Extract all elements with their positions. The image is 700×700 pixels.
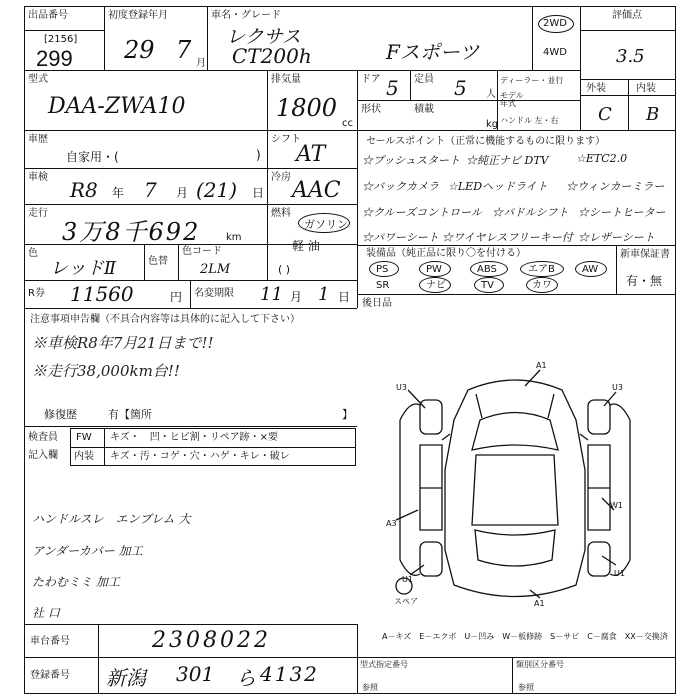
recycle-unit: 円 [170, 290, 183, 304]
equip-pw: PW [426, 264, 442, 275]
divider [98, 624, 99, 694]
vehicle-name: レクサス [226, 26, 301, 48]
repair-value: 有【箇所 [108, 408, 152, 421]
divider [104, 6, 105, 70]
divider [144, 244, 145, 280]
lot-label: 出品番号 [28, 10, 68, 21]
inspection-year-unit: 年 [112, 186, 125, 200]
lot-number: 299 [36, 46, 73, 71]
inspection-month: 7 [144, 178, 157, 202]
divider [24, 204, 357, 205]
interior-grade: B [646, 104, 660, 125]
registration-month: 7 [176, 36, 192, 64]
inspection-day-unit: 日 [252, 186, 265, 200]
divider [357, 294, 676, 295]
fuel-value: ガソリン [304, 218, 348, 231]
mileage-label: 走行 [28, 208, 48, 219]
equip-abs: ABS [477, 264, 497, 275]
sales-item: ☆シートヒーター [578, 206, 666, 219]
recycle-label: R券 [28, 288, 45, 299]
divider [532, 6, 533, 70]
reg-kana: ら [236, 666, 256, 690]
shift-value: AT [296, 142, 326, 167]
warranty-value: 有・無 [626, 274, 663, 288]
divider [357, 245, 676, 246]
sales-item: ☆バックカメラ [362, 180, 439, 193]
divider [628, 79, 629, 130]
equip-sr: SR [376, 280, 390, 291]
divider [267, 70, 268, 130]
equip-tv: TV [481, 280, 494, 291]
displacement-value: 1800 [276, 94, 338, 122]
svg-text:スペア: スペア [394, 597, 418, 606]
inspection-month-unit: 月 [176, 186, 189, 200]
fw-label: FW [76, 432, 92, 443]
doors-value: 5 [386, 76, 399, 100]
repair-label: 修復歴 [44, 408, 77, 421]
divider [357, 624, 358, 694]
sales-item: ☆クルーズコントロール [362, 206, 482, 219]
sales-item: ☆純正ナビ DTV [466, 154, 549, 167]
fuel-paren: ( ) [278, 263, 291, 276]
sales-title: セールスポイント（正常に機能するものに限ります） [366, 136, 606, 147]
sales-item: ☆ETC2.0 [576, 152, 628, 165]
divider [104, 428, 105, 466]
svg-text:U1: U1 [402, 575, 413, 584]
divider [616, 245, 617, 294]
rating-label: 評価点 [612, 10, 642, 21]
fuel-alt: 軽 油 [292, 239, 320, 253]
registration-month-unit: 月 [196, 58, 206, 69]
entry-label: 記入欄 [28, 450, 58, 461]
comment-line-4: 社 口 [32, 606, 60, 620]
vehicle-model: CT200h [232, 44, 312, 68]
equip-navi: ナビ [426, 280, 446, 291]
ac-value: AAC [292, 178, 341, 203]
comment-line-1: ハンドルスレ エンブレム 大 [32, 512, 191, 526]
inspection-era: R8 [70, 178, 98, 202]
inspection-label: 車検 [28, 172, 48, 183]
comment-line-3: たわむミミ 加工 [32, 575, 120, 589]
color-change-label: 色替 [148, 256, 168, 267]
doors-label: ドア [361, 74, 381, 85]
divider [207, 6, 208, 70]
mileage-unit: km [226, 232, 242, 243]
interior-items: キズ・汚・コゲ・穴・ハゲ・キレ・破レ [110, 451, 290, 462]
plate-value: 2308022 [152, 628, 271, 653]
divider [24, 168, 357, 169]
divider [410, 70, 411, 100]
reg-area: 新潟 [106, 666, 146, 690]
name-change-day: 1 [318, 284, 330, 305]
divider [24, 308, 357, 309]
capacity-unit: 人 [486, 89, 496, 100]
recycle-value: 11560 [70, 282, 134, 306]
svg-text:A3: A3 [386, 519, 397, 528]
name-change-label: 名変期限 [194, 288, 234, 299]
notes-line-2: ※走行38,000km台!! [32, 362, 180, 380]
registration-year: 29 [124, 36, 155, 64]
shift-label: シフト [271, 134, 301, 145]
history-close: ) [256, 148, 261, 162]
divider [580, 6, 581, 130]
divider [190, 280, 191, 308]
displacement-label: 排気量 [271, 74, 301, 85]
lot-code: [2156] [44, 34, 78, 45]
sales-item: ☆ウィンカーミラー [566, 180, 665, 193]
sales-item: ☆LEDヘッドライト [448, 180, 548, 193]
cc-unit: cc [342, 118, 353, 129]
type-cert-label: 型式指定番号 [360, 660, 408, 669]
interior-check-label: 内装 [74, 451, 94, 462]
equip-ps: PS [376, 264, 389, 275]
shape-label: 形状 [361, 104, 381, 115]
divider [357, 100, 580, 101]
comment-line-2: アンダーカバー 加工 [32, 544, 143, 558]
divider [24, 624, 357, 625]
handle-label: ハンドル 左・右 [500, 116, 559, 125]
divider [580, 30, 676, 31]
equip-aw: AW [582, 264, 599, 275]
svg-text:A1: A1 [534, 599, 545, 608]
color-value: レッドⅡ [50, 258, 117, 279]
damage-diagram [380, 360, 650, 620]
history-label: 車歴 [28, 134, 48, 145]
history-value: 自家用・( [66, 150, 119, 164]
divider [24, 657, 676, 658]
category-ref: 参照 [518, 683, 534, 692]
color-code-label: 色コード [182, 246, 222, 257]
notes-line-1: ※車検R8年7月21日まで!! [32, 334, 214, 352]
svg-text:U3: U3 [612, 383, 623, 392]
registration-label: 初度登録年月 [108, 10, 168, 21]
divider [267, 130, 268, 280]
kg-unit: kg [486, 119, 499, 130]
after-day-label: 後日品 [362, 298, 392, 309]
type-label: 型式 [28, 74, 48, 85]
rating-score: 3.5 [616, 46, 645, 67]
divider [512, 657, 513, 694]
reg-number: 4132 [260, 662, 319, 686]
equip-airbag: エアB [528, 264, 555, 275]
sales-item: ☆パワーシート [362, 231, 439, 244]
color-label: 色 [28, 248, 38, 259]
type-value: DAA-ZWA10 [48, 94, 186, 119]
ac-label: 冷房 [271, 172, 291, 183]
equipment-title: 装備品（純正品に限り〇を付ける） [366, 248, 526, 259]
divider [24, 426, 357, 427]
divider [24, 130, 676, 131]
name-change-month: 11 [260, 284, 283, 305]
drive-4wd: 4WD [543, 47, 567, 58]
exterior-label: 外装 [586, 83, 606, 94]
vehicle-grade: Fスポーツ [386, 40, 480, 64]
diagram-mark: A1 [536, 361, 547, 370]
plate-label: 車台番号 [30, 636, 70, 647]
divider [178, 244, 179, 280]
fw-items: キズ・ 凹・ヒビ割・リペア跡・×要 [110, 432, 278, 443]
warranty-label: 新車保証書 [620, 249, 670, 260]
sales-item: ☆ワイヤレスフリーキー付 [442, 231, 573, 244]
divider [357, 130, 358, 308]
category-label: 類別区分番号 [516, 660, 564, 669]
interior-label: 内装 [636, 83, 656, 94]
sales-item: ☆レザーシート [578, 231, 655, 244]
model-year-label: モデル年式 [500, 91, 524, 108]
name-change-day-unit: 日 [338, 290, 351, 304]
notes-title: 注意事項申告欄（不具合内容等は具体的に記入して下さい） [30, 314, 300, 325]
reg-class: 301 [176, 662, 215, 686]
load-label: 積載 [414, 104, 434, 115]
divider [70, 447, 356, 448]
drive-2wd: 2WD [543, 18, 567, 29]
equip-leather: カワ [532, 280, 552, 291]
svg-text:U3: U3 [396, 383, 407, 392]
svg-text:U1: U1 [614, 569, 625, 578]
sales-item: ☆パドルシフト [492, 206, 569, 219]
exterior-grade: C [598, 104, 612, 125]
color-code: 2LM [200, 262, 231, 277]
name-change-month-unit: 月 [290, 290, 303, 304]
sales-item: ☆プッシュスタート [362, 154, 461, 167]
inspector-label: 検査員 [28, 432, 58, 443]
type-cert-ref: 参照 [362, 683, 378, 692]
inspection-day: (21) [196, 178, 238, 202]
fuel-label: 燃料 [271, 208, 291, 219]
svg-text:W1: W1 [610, 501, 623, 510]
capacity-label: 定員 [414, 74, 434, 85]
dealer-label: ディーラー・並行 [500, 76, 564, 85]
divider [24, 30, 104, 31]
repair-close: 】 [342, 408, 353, 421]
reg-label: 登録番号 [30, 670, 70, 681]
vehicle-label: 車名・グレード [211, 10, 281, 21]
diagram-legend: A－キズ E－エクボ U－凹み W－板修跡 S－サビ C－腐食 XX－交換済 [382, 632, 668, 641]
capacity-value: 5 [454, 76, 467, 100]
mileage-value: 3万8千692 [62, 218, 201, 246]
